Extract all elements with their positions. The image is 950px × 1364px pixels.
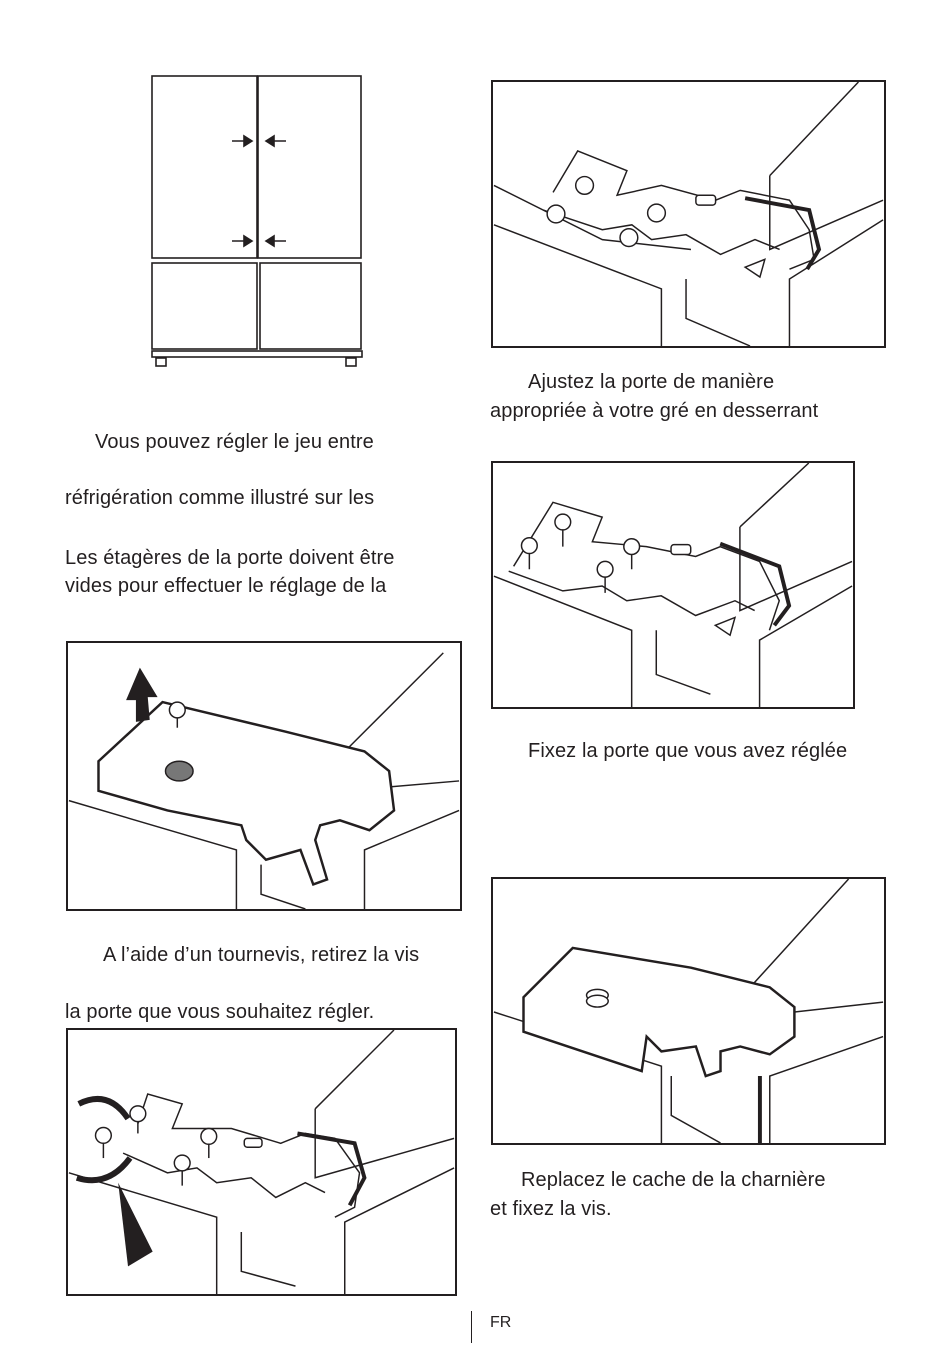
fridge-door-gap-illustration <box>140 70 380 380</box>
hinge-loosened-illustration <box>491 80 886 348</box>
hinge-cover-removal-illustration <box>66 641 462 911</box>
para-replace-line-2: et fixez la vis. <box>490 1198 612 1220</box>
para-adjust-line-2: appropriée à votre gré en desserrant <box>490 400 819 422</box>
para-gap-line-1: Vous pouvez régler le jeu entre <box>95 431 374 453</box>
para-adjust-line-1: Ajustez la porte de manière <box>528 371 775 393</box>
para-replace-line-1: Replacez le cache de la charnière <box>521 1169 826 1191</box>
footer-divider <box>471 1311 472 1343</box>
hinge-cover-replaced-illustration <box>491 877 886 1145</box>
footer-language: FR <box>490 1314 512 1331</box>
hinge-adjusted-illustration <box>491 461 855 709</box>
para-fix: Fixez la porte que vous avez réglée <box>528 740 848 762</box>
para-screw-line-2: la porte que vous souhaitez régler. <box>65 1001 375 1023</box>
para-shelves-line-1: Les étagères de la porte doivent être <box>65 547 395 569</box>
para-shelves-line-2: vides pour effectuer le réglage de la <box>65 575 387 597</box>
screwdriver-rotation-illustration <box>66 1028 457 1296</box>
para-screw-line-1: A l’aide d’un tournevis, retirez la vis <box>103 944 420 966</box>
para-gap-line-2: réfrigération comme illustré sur les <box>65 487 375 509</box>
